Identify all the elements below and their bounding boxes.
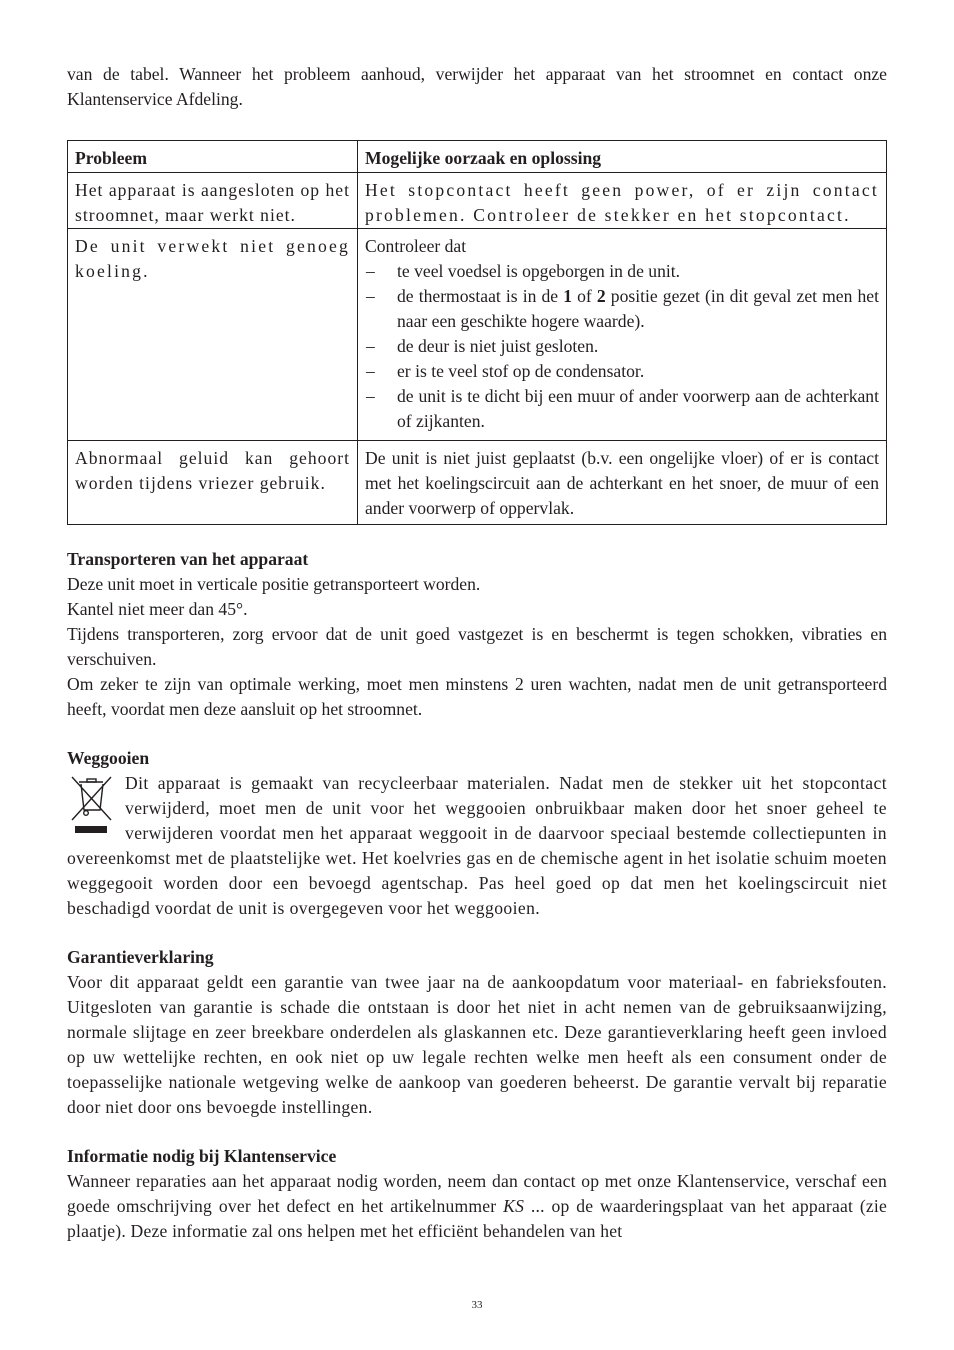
transport-line: Tijdens transporteren, zorg ervoor dat de unit goed vastgezet is en beschermt is tegen schokken, vibraties en verschuiven.	[67, 624, 887, 669]
service-section	[67, 1144, 887, 1244]
table-row	[68, 441, 887, 525]
solution-cell: Het stopcontact heeft geen power, of er zijn contact problemen. Controleer de stekker en het stopcontact.	[358, 173, 887, 229]
list-item	[365, 284, 879, 334]
article-number: KS	[503, 1196, 525, 1216]
disposal-section	[67, 746, 887, 921]
list-item-text: de thermostaat is in de	[397, 286, 564, 306]
intro-paragraph: van de tabel. Wanneer het probleem aanhoud, verwijder het apparaat van het stroomnet en contact onze Klantenservice Afdeling.	[67, 64, 887, 109]
list-item-text: positie gezet (in dit geval zet men het naar een geschikte hogere waarde).	[397, 286, 880, 331]
table-row	[68, 173, 887, 229]
solution-cell: De unit is niet juist geplaatst (b.v. een ongelijke vloer) of er is contact met het koelingscircuit aan de achterkant en het snoer, de muur of een ander voorwerp of oppervlak.	[358, 441, 887, 525]
list-item-text: of	[572, 286, 597, 306]
list-item: – te veel voedsel is opgeborgen in de unit.	[365, 259, 879, 284]
table-row	[68, 229, 887, 441]
list-item: – er is te veel stof op de condensator.	[365, 359, 879, 384]
thermostat-position-2: 2	[596, 286, 606, 306]
warranty-heading: Garantieverklaring	[67, 947, 214, 967]
list-item: – de unit is te dicht bij een muur of ander voorwerp aan de achterkant of zijkanten.	[365, 384, 879, 434]
service-text-part: Wanneer reparaties aan het apparaat nodig worden, neem dan contact op met onze Klantenservice, verschaf een goede omschrijving over het defect en het artikelnummer	[67, 1171, 887, 1216]
page-number: 33	[471, 1299, 483, 1311]
thermostat-position-1: 1	[563, 286, 573, 306]
disposal-heading: Weggooien	[67, 748, 150, 768]
transport-line: Deze unit moet in verticale positie getransporteert worden.	[67, 574, 481, 594]
header-problem: Probleem	[68, 141, 358, 173]
header-solution: Mogelijke oorzaak en oplossing	[358, 141, 887, 173]
transport-section	[67, 547, 887, 722]
problem-cell: Abnormaal geluid kan gehoort worden tijdens vriezer gebruik.	[68, 441, 358, 525]
problem-cell: De unit verwekt niet genoeg koeling.	[68, 229, 358, 441]
transport-heading: Transporteren van het apparaat	[67, 549, 309, 569]
transport-line: Kantel niet meer dan 45°.	[67, 599, 248, 619]
document-page	[67, 62, 887, 1244]
service-heading: Informatie nodig bij Klantenservice	[67, 1146, 337, 1166]
service-text	[67, 1169, 887, 1244]
check-list	[365, 259, 879, 434]
list-item: – de deur is niet juist gesloten.	[365, 334, 879, 359]
check-intro: Controleer dat	[365, 236, 467, 256]
problem-cell: Het apparaat is aangesloten op het stroomnet, maar werkt niet.	[68, 173, 358, 229]
disposal-text: Dit apparaat is gemaakt van recycleerbaar materialen. Nadat men de stekker uit het stopcontact verwijderd, moet men de unit voor het weggooien onbruikbaar maken door het snoer geheel te verwijderen voordat men het apparaat weggooit in de daarvoor speciaal bestemde collectiepunten in overeenkomst met de plaatstelijke wet. Het koelvries gas en de chemische agent in het isolatie schuim moeten weggegooit worden door een bevoegd agentschap. Pas heel goed op dat men het koelingscircuit niet beschadigd voordat de unit is overgegeven voor het weggooien.	[67, 773, 887, 918]
solution-cell	[358, 229, 887, 441]
troubleshooting-table	[67, 140, 887, 525]
service-text-part: ... op de waarderingsplaat van het apparaat (zie plaatje). Deze informatie zal ons helpen met het efficiënt behandelen van het	[67, 1196, 887, 1241]
transport-line: Om zeker te zijn van optimale werking, moet men minstens 2 uren wachten, nadat men de unit getransporteerd heeft, voordat men deze aansluit op het stroomnet.	[67, 674, 887, 719]
crossed-out-wheelie-bin-icon	[69, 774, 117, 836]
warranty-section	[67, 945, 887, 1120]
warranty-text: Voor dit apparaat geldt een garantie van twee jaar na de aankoopdatum voor materiaal- en fabrieksfouten. Uitgesloten van garantie is schade die ontstaan is door het niet in acht nemen van de gebruiksaanwijzing, normale slijtage en zeer breekbare onderdelen als glaskannen etc. Deze garantieverklaring heeft geen invloed op uw wettelijke rechten, en ook niet op uw legale rechten welke men heeft als een consument onder de toepasselijke nationale wetgeving welke de aankoop van goederen beheerst. De garantie vervalt bij reparatie door niet door ons bevoegde instellingen.	[67, 972, 887, 1117]
table-header-row	[68, 141, 887, 173]
